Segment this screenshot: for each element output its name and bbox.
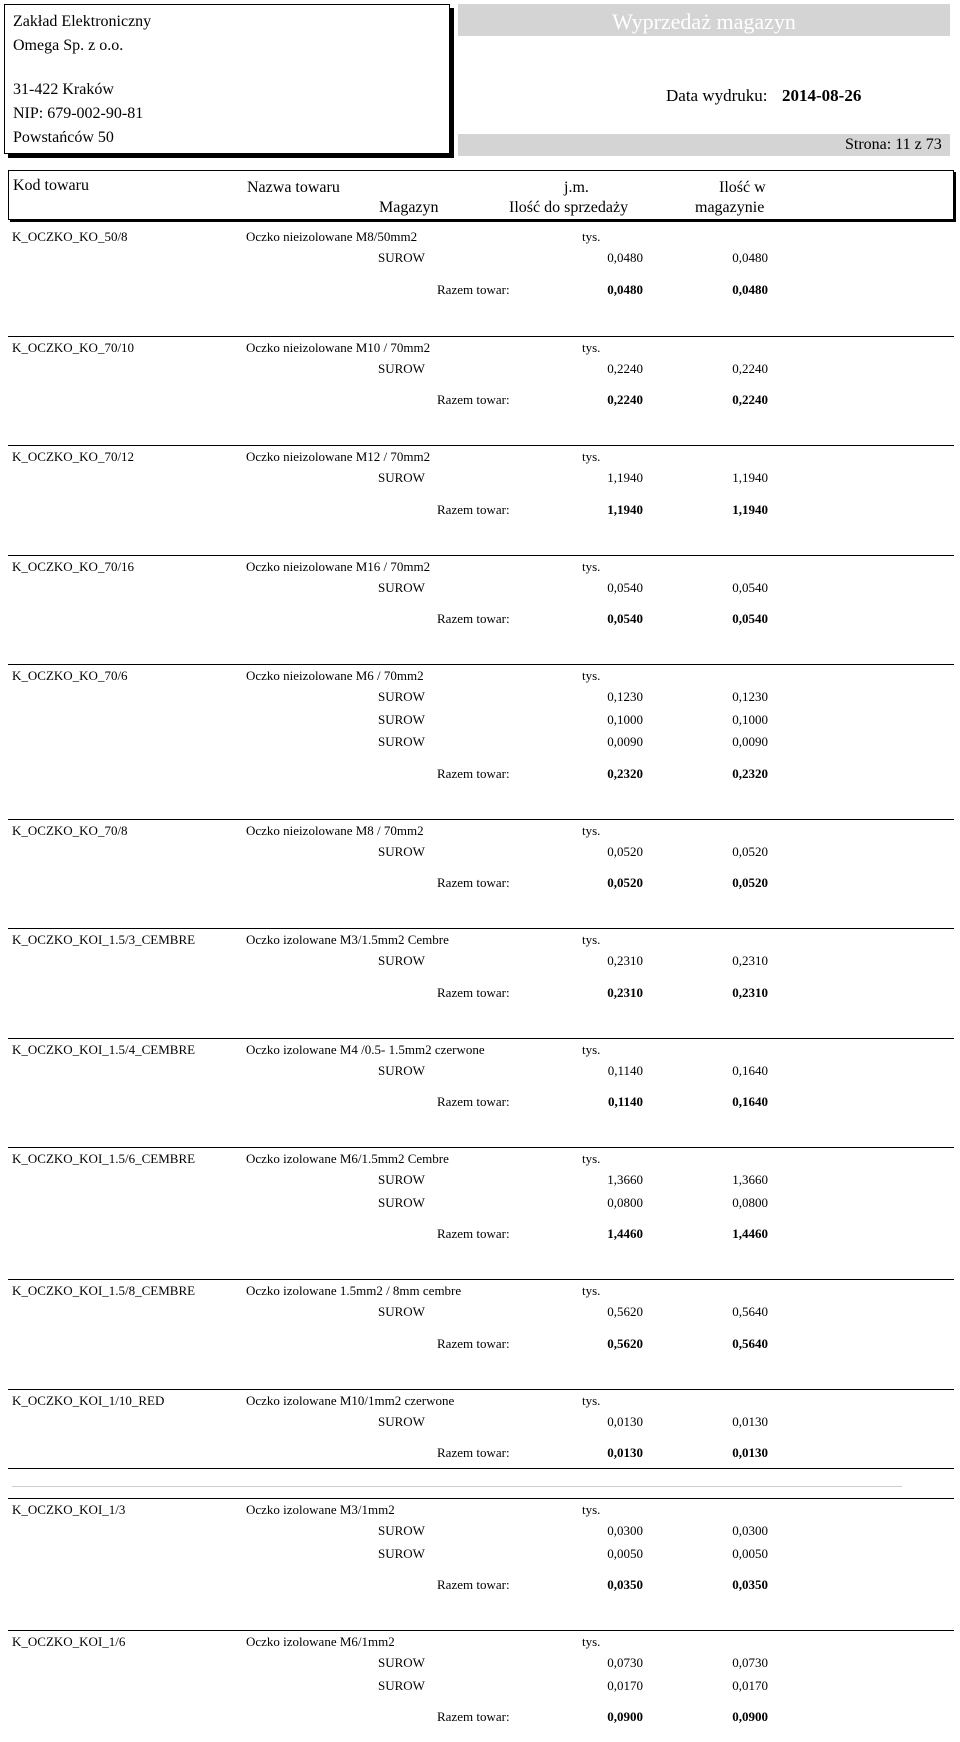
footer-rule [12,1486,902,1487]
total-label: Razem towar: [437,765,510,781]
total-sale-value: 0,0350 [607,1577,643,1592]
total-label: Razem towar: [437,281,510,297]
company-name-line2: Omega Sp. z o.o. [13,37,124,54]
report-title: Wyprzedaż magazyn [612,9,796,34]
product-name: Oczko nieizolowane M6 / 70mm2 [246,668,424,683]
qty-stock-value: 0,0540 [732,579,768,595]
company-info-box [4,4,450,154]
warehouse-name: SUROW [378,1545,425,1561]
total-stock-value: 0,1640 [732,1094,768,1109]
product-name: Oczko izolowane M6/1.5mm2 Cembre [246,1151,449,1166]
qty-stock-value: 0,0300 [732,1523,768,1538]
total-stock-value: 1,4460 [732,1226,768,1241]
qty-sale-value: 0,2240 [607,360,643,376]
company-name-line1: Zakład Elektroniczny [13,13,152,30]
qty-stock-value: 1,1940 [732,470,768,485]
product-code: K_OCZKO_KO_70/16 [12,558,135,574]
product-code: K_OCZKO_KO_70/8 [12,822,128,838]
product-group [8,1389,954,1479]
total-label: Razem towar: [437,501,510,517]
product-unit: tys. [582,1392,601,1408]
col-code: Kod towaru [13,177,89,194]
print-date-label: Data wydruku: [666,86,768,105]
product-code: K_OCZKO_KOI_1.5/6_CEMBRE [12,1151,196,1166]
warehouse-name: SUROW [378,360,425,376]
total-label: Razem towar: [437,875,510,890]
product-name: Oczko nieizolowane M12 / 70mm2 [246,449,431,464]
product-group [8,1147,954,1259]
total-sale-value: 0,0130 [607,1445,643,1460]
page-number: Strona: 11 z 73 [845,136,942,153]
qty-sale-value: 1,3660 [607,1172,643,1187]
product-name: Oczko izolowane M6/1mm2 [246,1634,395,1649]
product-group [8,226,954,315]
qty-stock-value: 0,2240 [732,360,768,376]
total-label: Razem towar: [437,1577,510,1592]
product-code: K_OCZKO_KOI_1/6 [12,1634,126,1649]
product-code: K_OCZKO_KOI_1.5/3_CEMBRE [12,932,196,947]
qty-sale-value: 0,0480 [607,250,643,265]
product-group [8,336,954,426]
qty-stock-value: 0,0800 [732,1194,768,1210]
total-sale-value: 0,0540 [607,611,643,626]
product-name: Oczko izolowane M3/1mm2 [246,1502,395,1517]
total-sale-value: 0,2240 [607,392,643,407]
total-stock-value: 0,0130 [732,1445,768,1460]
total-stock-value: 0,2310 [732,984,768,1000]
total-sale-value: 1,1940 [607,501,643,517]
product-group [8,1279,954,1369]
product-name: Oczko izolowane M3/1.5mm2 Cembre [246,932,449,947]
qty-sale-value: 0,5620 [607,1304,643,1319]
total-stock-value: 0,0540 [732,611,768,626]
total-stock-value: 1,1940 [732,501,768,517]
warehouse-name: SUROW [378,953,425,968]
product-group [8,445,954,535]
qty-sale-value: 0,0300 [607,1523,643,1538]
qty-sale-value: 0,2310 [607,953,643,968]
total-sale-value: 0,0520 [607,875,643,890]
product-name: Oczko nieizolowane M16 / 70mm2 [246,558,431,574]
warehouse-name: SUROW [378,734,425,749]
product-unit: tys. [582,822,601,838]
qty-stock-value: 0,5640 [732,1304,768,1319]
qty-sale-value: 0,0090 [607,734,643,749]
qty-stock-value: 0,0480 [732,250,768,265]
qty-sale-value: 0,0520 [607,843,643,859]
warehouse-name: SUROW [378,1413,425,1429]
qty-stock-value: 1,3660 [732,1172,768,1187]
warehouse-name: SUROW [378,1194,425,1210]
product-code: K_OCZKO_KO_70/12 [12,449,135,464]
total-sale-value: 0,0900 [607,1709,643,1724]
warehouse-name: SUROW [378,843,425,859]
product-unit: tys. [582,1634,601,1649]
product-unit: tys. [582,932,601,947]
product-unit: tys. [582,229,601,244]
total-stock-value: 0,5640 [732,1335,768,1351]
product-group [8,819,954,909]
total-stock-value: 0,0900 [732,1709,768,1724]
total-label: Razem towar: [437,984,510,1000]
qty-stock-value: 0,0090 [732,734,768,749]
col-qty-sale: Ilość do sprzedaży [509,199,629,216]
product-group [8,1630,954,1742]
warehouse-name: SUROW [378,711,425,727]
product-group [8,555,954,645]
col-qty-stock-line1: Ilość w [719,179,766,196]
product-unit: tys. [582,339,601,355]
product-unit: tys. [582,449,601,464]
qty-sale-value: 1,1940 [607,470,643,485]
product-code: K_OCZKO_KOI_1.5/8_CEMBRE [12,1283,196,1298]
total-sale-value: 0,2310 [607,984,643,1000]
total-stock-value: 0,2240 [732,392,768,407]
product-code: K_OCZKO_KO_70/6 [12,668,128,683]
total-stock-value: 0,0520 [732,875,768,890]
product-name: Oczko nieizolowane M10 / 70mm2 [246,339,431,355]
qty-sale-value: 0,1230 [607,689,643,704]
total-label: Razem towar: [437,1094,510,1109]
qty-stock-value: 0,0520 [732,843,768,859]
total-label: Razem towar: [437,392,510,407]
product-code: K_OCZKO_KO_70/10 [12,339,135,355]
warehouse-name: SUROW [378,1523,425,1538]
total-sale-value: 0,2320 [607,765,643,781]
column-header [8,170,954,220]
warehouse-name: SUROW [378,470,425,485]
product-code: K_OCZKO_KOI_1.5/4_CEMBRE [12,1041,196,1057]
product-unit: tys. [582,1502,601,1517]
col-warehouse: Magazyn [379,199,439,216]
print-date: 2014-08-26 [782,86,862,105]
product-group [8,1498,954,1610]
total-stock-value: 0,0480 [732,281,768,297]
product-unit: tys. [582,1041,601,1057]
total-stock-value: 0,2320 [732,765,768,781]
product-code: K_OCZKO_KOI_1/10_RED [12,1392,165,1408]
product-unit: tys. [582,1283,601,1298]
product-group [8,928,954,1018]
product-unit: tys. [582,1151,601,1166]
bottom-rule [8,1468,954,1469]
warehouse-name: SUROW [378,1304,425,1319]
qty-sale-value: 0,0730 [607,1655,643,1670]
qty-stock-value: 0,0050 [732,1545,768,1561]
warehouse-name: SUROW [378,1172,425,1187]
qty-stock-value: 0,1230 [732,689,768,704]
product-name: Oczko izolowane M4 /0.5- 1.5mm2 czerwone [246,1041,485,1057]
total-sale-value: 0,5620 [607,1335,643,1351]
qty-sale-value: 0,1140 [607,1062,643,1078]
qty-stock-value: 0,2310 [732,953,768,968]
qty-sale-value: 0,0050 [607,1545,643,1561]
product-unit: tys. [582,668,601,683]
qty-stock-value: 0,1000 [732,711,768,727]
product-unit: tys. [582,558,601,574]
product-code: K_OCZKO_KOI_1/3 [12,1502,126,1517]
company-nip: NIP: 679-002-90-81 [13,105,144,122]
col-name: Nazwa towaru [247,179,340,196]
company-city: 31-422 Kraków [13,81,114,98]
qty-sale-value: 0,0170 [607,1677,643,1693]
total-sale-value: 0,0480 [607,281,643,297]
total-sale-value: 0,1140 [607,1094,643,1109]
company-street: Powstańców 50 [13,129,114,146]
warehouse-name: SUROW [378,1655,425,1670]
warehouse-name: SUROW [378,1677,425,1693]
warehouse-name: SUROW [378,579,425,595]
warehouse-name: SUROW [378,1062,425,1078]
col-unit: j.m. [564,179,589,196]
qty-stock-value: 0,0730 [732,1655,768,1670]
qty-sale-value: 0,0130 [607,1413,643,1429]
title-bar [458,4,950,36]
product-name: Oczko izolowane M10/1mm2 czerwone [246,1392,455,1408]
qty-sale-value: 0,1000 [607,711,643,727]
product-group [8,664,954,799]
product-name: Oczko nieizolowane M8 / 70mm2 [246,822,424,838]
qty-sale-value: 0,0540 [607,579,643,595]
qty-stock-value: 0,0130 [732,1413,768,1429]
product-code: K_OCZKO_KO_50/8 [12,229,128,244]
product-name: Oczko izolowane 1.5mm2 / 8mm cembre [246,1283,462,1298]
qty-stock-value: 0,1640 [732,1062,768,1078]
total-label: Razem towar: [437,611,510,626]
total-label: Razem towar: [437,1445,510,1460]
total-stock-value: 0,0350 [732,1577,768,1592]
col-qty-stock-line2: magazynie [695,199,765,216]
product-group [8,1038,954,1128]
product-name: Oczko nieizolowane M8/50mm2 [246,229,418,244]
qty-stock-value: 0,0170 [732,1677,768,1693]
total-label: Razem towar: [437,1709,510,1724]
total-sale-value: 1,4460 [607,1226,643,1241]
qty-sale-value: 0,0800 [607,1194,643,1210]
total-label: Razem towar: [437,1226,510,1241]
warehouse-name: SUROW [378,250,425,265]
total-label: Razem towar: [437,1335,510,1351]
warehouse-name: SUROW [378,689,425,704]
